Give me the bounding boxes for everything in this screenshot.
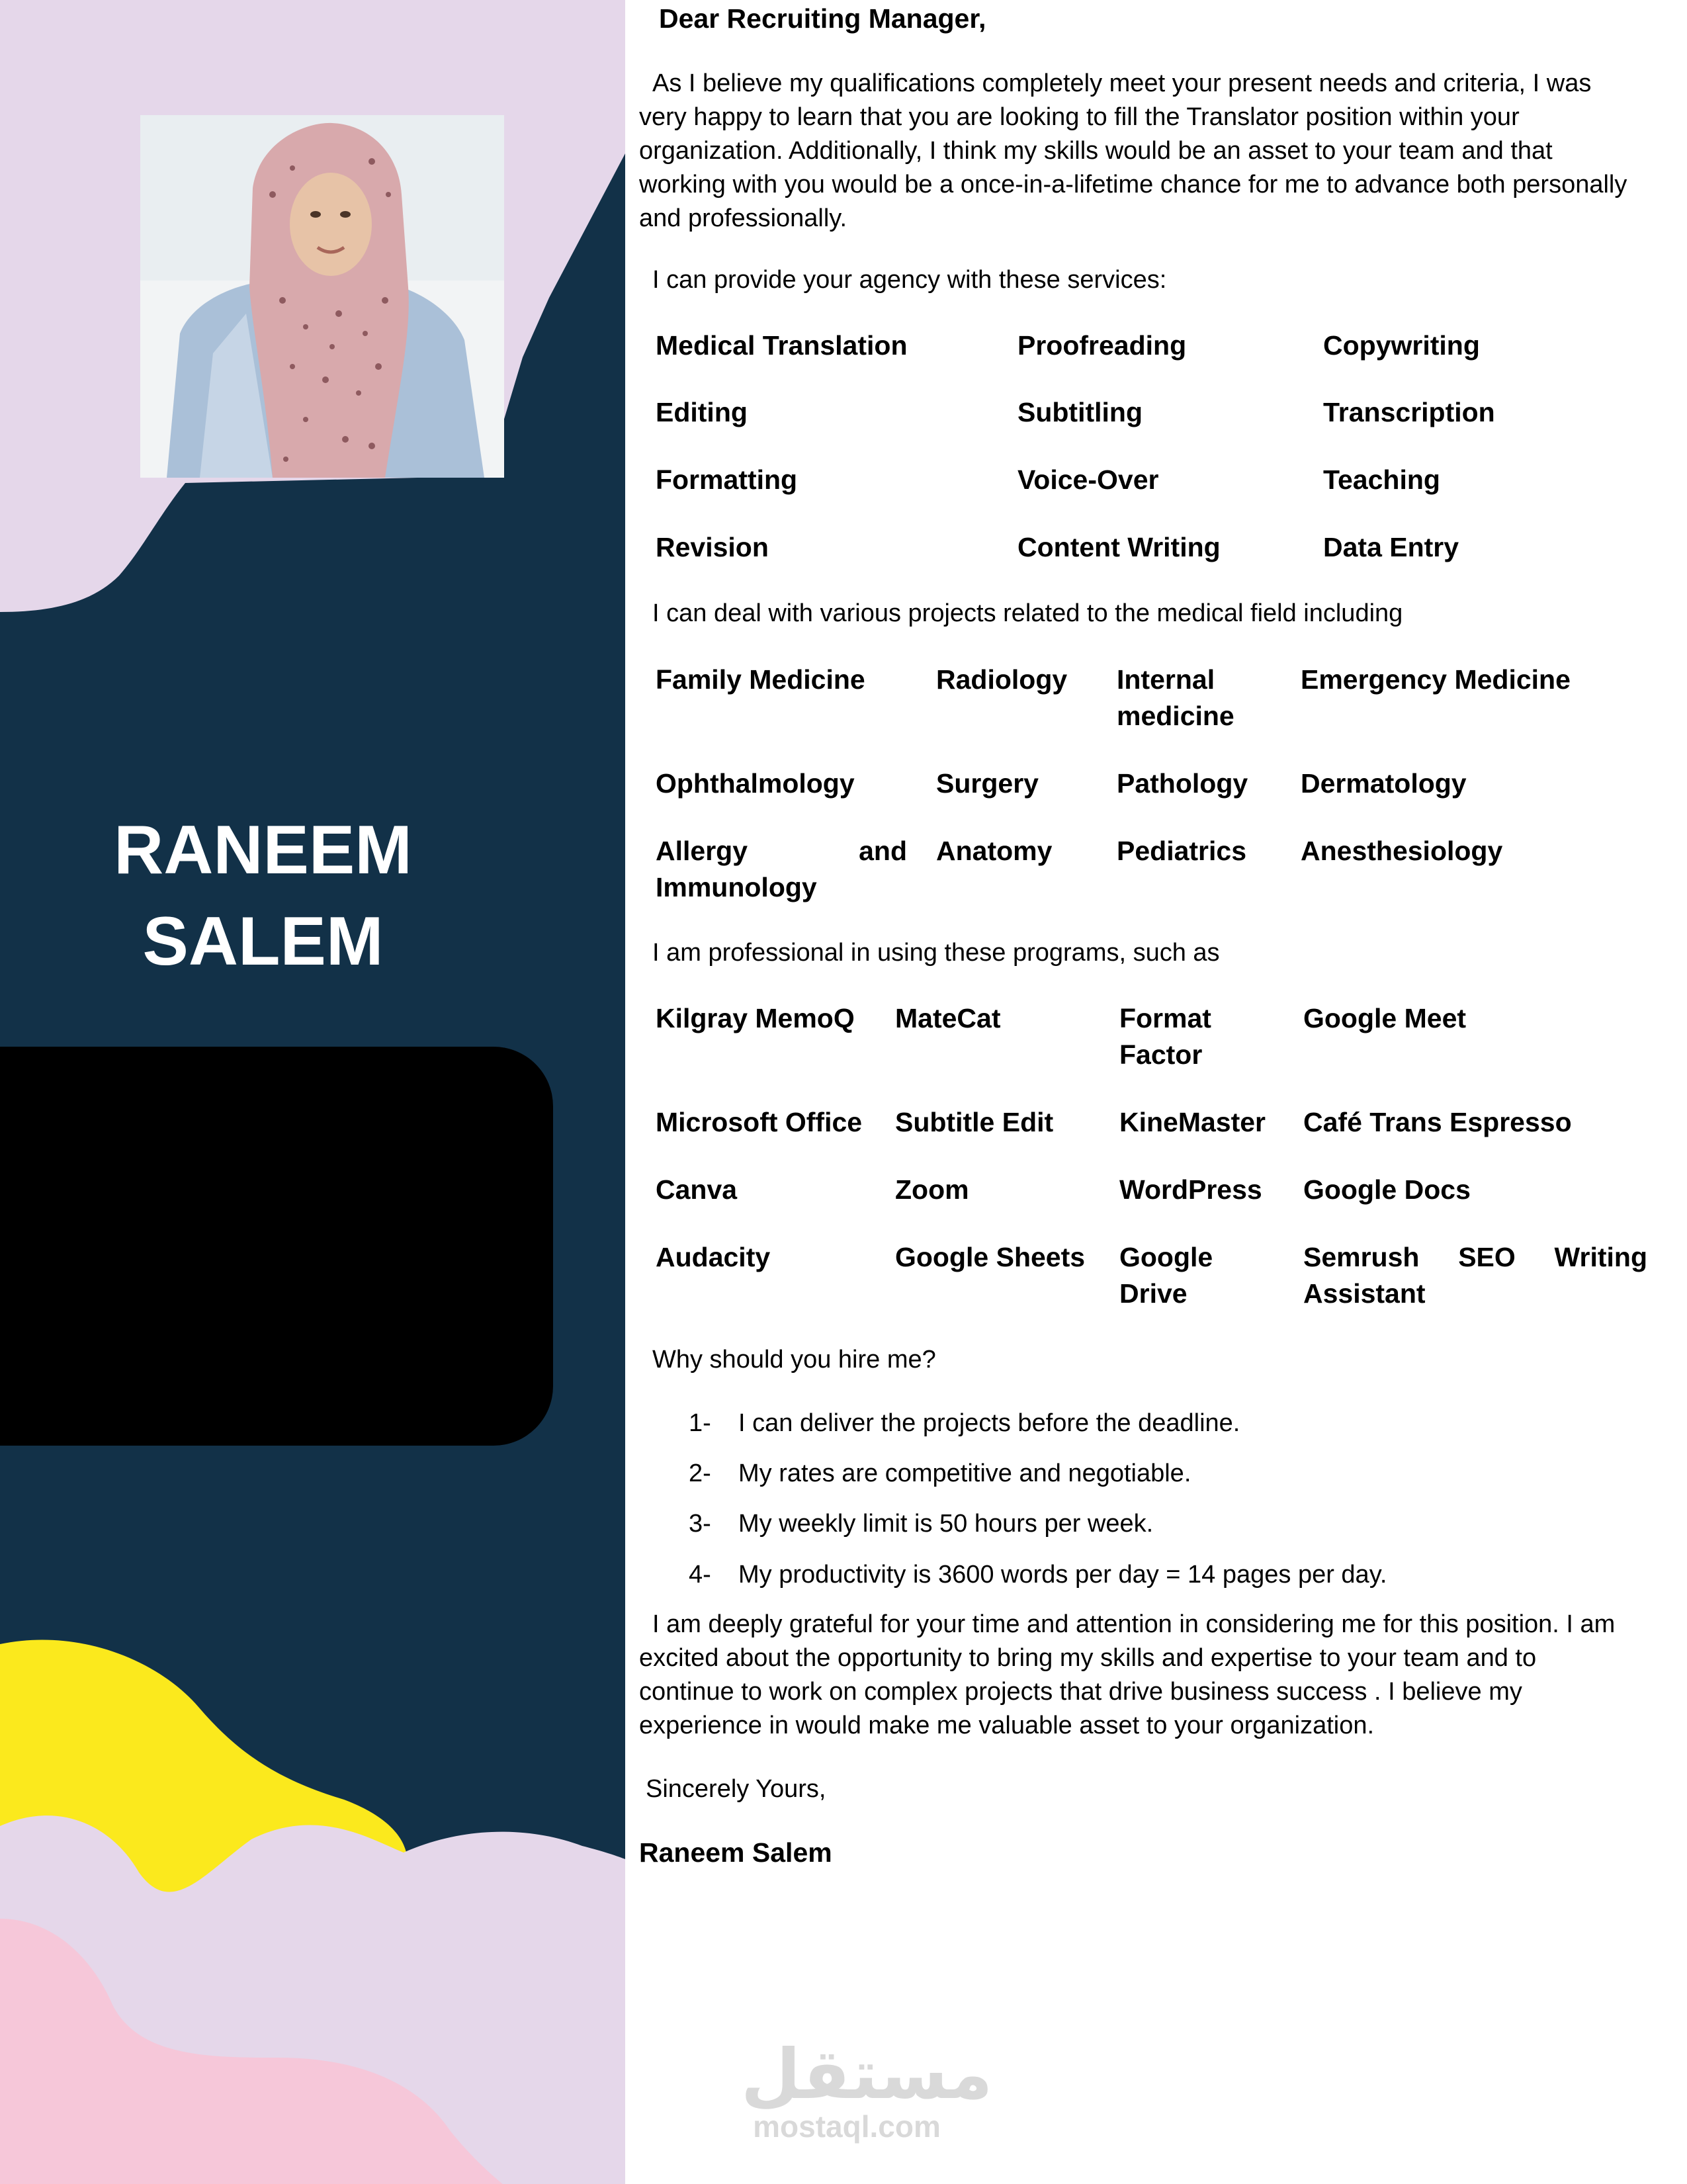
service-item: Content Writing <box>1017 532 1221 562</box>
greeting: Dear Recruiting Manager, <box>659 3 986 34</box>
program-item: MateCat <box>895 1003 1001 1033</box>
program-item: Subtitle Edit <box>895 1107 1054 1137</box>
contact-block <box>0 1047 553 1446</box>
field-item: Ophthalmology <box>656 768 855 799</box>
intro-line: As I believe my qualifications completely meet your present needs and criteria, I was <box>652 69 1592 97</box>
program-item: Kilgray MemoQ <box>656 1003 855 1033</box>
fields-intro: I can deal with various projects related to the medical field including <box>652 599 1403 627</box>
name-last: SALEM <box>142 903 384 980</box>
program-item: Google Drive <box>1119 1242 1213 1309</box>
signature: Raneem Salem <box>639 1837 832 1868</box>
service-item: Data Entry <box>1323 532 1459 562</box>
watermark <box>741 2034 993 2144</box>
programs-intro: I am professional in using these programs, such as <box>652 939 1220 967</box>
program-item: Canva <box>656 1174 738 1205</box>
program-item: Format Factor <box>1119 1003 1211 1070</box>
program-item: Audacity <box>656 1242 771 1272</box>
program-item: Microsoft Office <box>656 1107 863 1137</box>
intro-line: organization. Additionally, I think my skills would be an asset to your team and that <box>639 137 1553 165</box>
service-item: Copywriting <box>1323 330 1480 361</box>
program-item: Zoom <box>895 1174 969 1205</box>
service-item: Voice-Over <box>1017 464 1159 495</box>
intro-line: and professionally. <box>639 204 847 232</box>
name-first: RANEEM <box>114 812 412 889</box>
field-item: Family Medicine <box>656 664 865 695</box>
list-number: 3- <box>689 1510 711 1538</box>
applicant-name <box>0 805 526 987</box>
profile-photo <box>140 115 504 478</box>
portrait-illustration <box>140 115 504 478</box>
service-item: Revision <box>656 532 769 562</box>
field-item: Pediatrics <box>1117 836 1246 866</box>
field-item: Internal medicine <box>1117 664 1234 731</box>
service-item: Teaching <box>1323 464 1440 495</box>
program-item: WordPress <box>1119 1174 1262 1205</box>
list-number: 2- <box>689 1460 711 1487</box>
list-number: 1- <box>689 1409 711 1437</box>
services-intro: I can provide your agency with these services: <box>652 266 1167 294</box>
sidebar <box>0 0 625 2184</box>
list-text: My productivity is 3600 words per day = 14 pages per day. <box>738 1561 1387 1589</box>
service-item: Formatting <box>656 464 798 495</box>
closing-line: continue to work on complex projects that drive business success . I believe my <box>639 1678 1522 1706</box>
program-item: Google Meet <box>1303 1003 1467 1033</box>
field-item: Allergy and Immunology <box>656 836 907 902</box>
field-item: Surgery <box>936 768 1039 799</box>
service-item: Subtitling <box>1017 397 1143 427</box>
program-item: KineMaster <box>1119 1107 1266 1137</box>
list-text: I can deliver the projects before the deadline. <box>738 1409 1240 1437</box>
field-item: Radiology <box>936 664 1068 695</box>
signoff: Sincerely Yours, <box>646 1775 826 1803</box>
service-item: Editing <box>656 397 748 427</box>
intro-line: working with you would be a once-in-a-lifetime chance for me to advance both personally <box>639 171 1627 198</box>
intro-line: very happy to learn that you are looking to fill the Translator position within your <box>639 103 1520 131</box>
field-item: Pathology <box>1117 768 1248 799</box>
field-item: Dermatology <box>1301 768 1467 799</box>
closing-line: excited about the opportunity to bring my skills and expertise to your team and to <box>639 1644 1537 1672</box>
program-item: Google Docs <box>1303 1174 1471 1205</box>
program-item: Google Sheets <box>895 1242 1086 1272</box>
program-item: Semrush SEO Writing Assistant <box>1303 1242 1647 1309</box>
closing-line: experience in would make me valuable asset to your organization. <box>639 1712 1375 1739</box>
list-number: 4- <box>689 1561 711 1589</box>
watermark-arabic: مستقل <box>741 2034 993 2115</box>
list-text: My weekly limit is 50 hours per week. <box>738 1510 1154 1538</box>
watermark-latin: mostaql.com <box>753 2109 941 2144</box>
list-text: My rates are competitive and negotiable. <box>738 1460 1191 1487</box>
field-item: Anesthesiology <box>1301 836 1503 866</box>
program-item: Café Trans Espresso <box>1303 1107 1572 1137</box>
service-item: Medical Translation <box>656 330 908 361</box>
why-intro: Why should you hire me? <box>652 1346 936 1374</box>
service-item: Transcription <box>1323 397 1495 427</box>
closing-line: I am deeply grateful for your time and attention in considering me for this position. I am <box>652 1610 1616 1638</box>
service-item: Proofreading <box>1017 330 1187 361</box>
field-item: Emergency Medicine <box>1301 664 1571 695</box>
field-item: Anatomy <box>936 836 1053 866</box>
